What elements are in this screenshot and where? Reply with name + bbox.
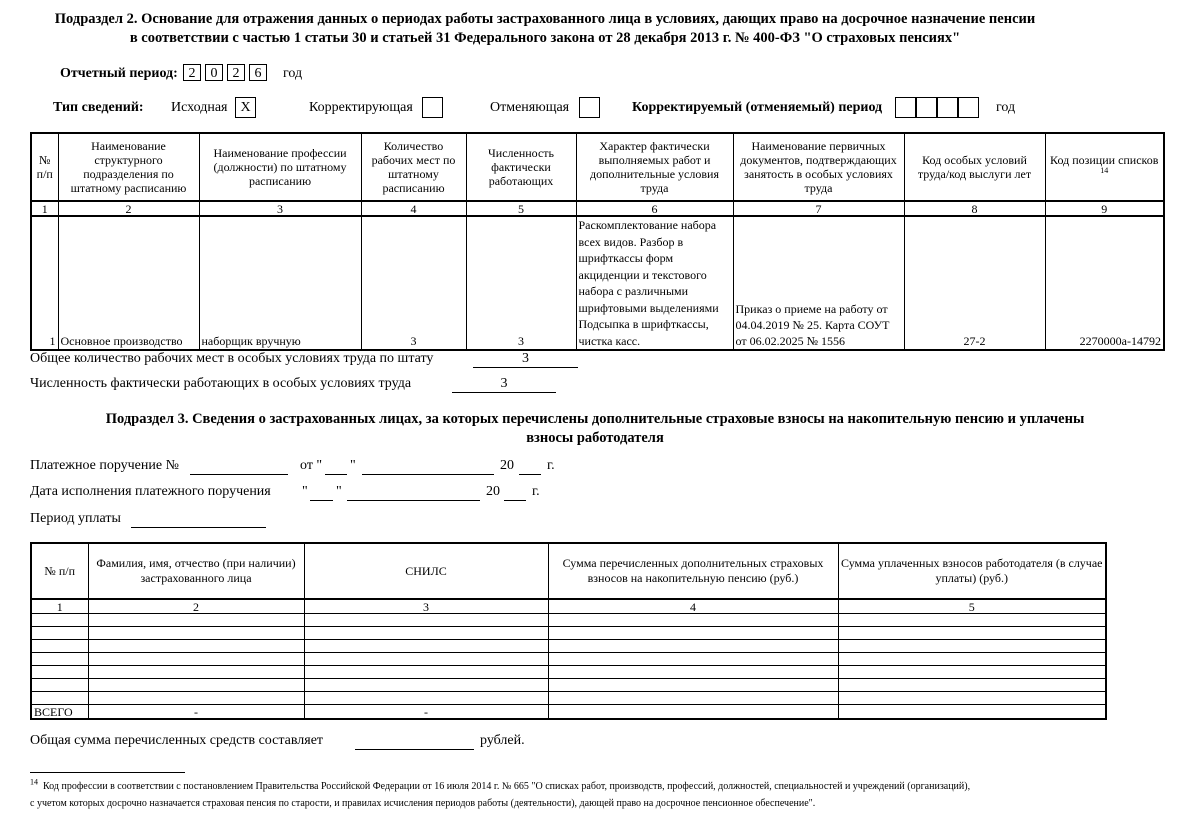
subsection2-title [20, 10, 1070, 48]
cell-num[interactable]: 1 [31, 216, 58, 350]
period-digit-3[interactable]: 2 [227, 64, 245, 81]
table-row[interactable] [31, 666, 1106, 679]
col-number: 2 [58, 201, 199, 216]
t2-col-number: 1 [31, 599, 88, 614]
col-header-workplaces: Количество рабочих мест по штатному расписанию [361, 133, 466, 201]
payment-year-prefix: 20 [500, 458, 514, 473]
total-employer-contrib[interactable] [838, 705, 1106, 720]
total-name-dash: - [88, 705, 304, 720]
subsection3-title-line1: Подраздел 3. Сведения о застрахованных лицах, за которых перечислены дополнительные страховые взносы на накопительную пенсию и уплачены [105, 411, 1085, 427]
col-number: 3 [199, 201, 361, 216]
cell-position-code[interactable]: 2270000а-14792 [1045, 216, 1164, 350]
type-cancel-checkbox[interactable] [579, 97, 600, 118]
payment-day-field[interactable] [325, 458, 347, 475]
footnote-divider [30, 772, 185, 773]
col-number: 8 [904, 201, 1045, 216]
total-sum-label: Общая сумма перечисленных средств составляет [30, 733, 324, 748]
period-boxes [183, 63, 271, 81]
period-year-word: год [283, 66, 303, 81]
t2-col-number: 4 [548, 599, 838, 614]
t2-col-header-additional-contrib: Сумма перечисленных дополнительных страховых взносов на накопительную пенсию (руб.) [548, 543, 838, 599]
exec-year-field[interactable] [504, 484, 526, 501]
cell-condition-code[interactable]: 27-2 [904, 216, 1045, 350]
total-additional-contrib[interactable] [548, 705, 838, 720]
type-original-checkbox[interactable]: X [235, 97, 256, 118]
cell-profession[interactable]: наборщик вручную [199, 216, 361, 350]
type-corrective-label: Корректирующая [309, 100, 413, 115]
actual-workers-value[interactable]: 3 [452, 376, 556, 393]
corrected-digit-2[interactable] [916, 97, 937, 118]
table-row[interactable] [31, 679, 1106, 692]
footnote-line2: с учетом которых досрочно назначается страховая пенсия по старости, и правилах исчисления периодов работы (деятельности), дающей право на досрочное пенсионное обеспечение". [30, 798, 816, 809]
col-number: 4 [361, 201, 466, 216]
table-row[interactable] [31, 627, 1106, 640]
exec-year-prefix: 20 [486, 484, 500, 499]
subsection2-title-line2: в соответствии с частью 1 статьи 30 и статьей 31 Федерального закона от 28 декабря 2013 г. № 400-ФЗ "О страховых пенсиях" [129, 30, 961, 46]
cell-workplaces[interactable]: 3 [361, 216, 466, 350]
special-conditions-table [30, 132, 1165, 351]
footnote-line1-text: Код профессии в соответствии с постановлением Правительства Российской Федерации от 16 июля 2014 г. № 665 "О списках работ, производств, профессий, должностей, специальностей и учреждений (организаций), [43, 781, 971, 792]
col-header-profession: Наименование профессии (должности) по штатному расписанию [199, 133, 361, 201]
col-header-condition-code: Код особых условий труда/код выслуги лет [904, 133, 1045, 201]
type-corrective-checkbox[interactable] [422, 97, 443, 118]
period-digit-2[interactable]: 0 [205, 64, 223, 81]
col-number: 5 [466, 201, 576, 216]
subsection3-title [60, 410, 1130, 448]
t2-col-number: 3 [304, 599, 548, 614]
table-row[interactable] [31, 614, 1106, 627]
exec-quote-close: " [336, 484, 342, 499]
footnote [30, 778, 1180, 812]
payment-order-label: Платежное поручение № [30, 458, 179, 473]
total-sum-unit: рублей. [480, 733, 525, 748]
col-number: 1 [31, 201, 58, 216]
payment-year-suffix: г. [547, 458, 555, 473]
col-header-work-nature: Характер фактически выполняемых работ и дополнительные условия труда [576, 133, 733, 201]
total-workplaces-value[interactable]: 3 [473, 351, 578, 368]
t2-col-number: 5 [838, 599, 1106, 614]
t2-col-number: 2 [88, 599, 304, 614]
period-label: Отчетный период: [60, 66, 178, 81]
col-number: 9 [1045, 201, 1164, 216]
payment-period-label: Период уплаты [30, 511, 121, 526]
corrected-year-word: год [996, 100, 1016, 115]
col-header-documents: Наименование первичных документов, подтверждающих занятость в особых условиях труда [733, 133, 904, 201]
cell-documents[interactable]: Приказ о приеме на работу от 04.04.2019 № 25. Карта СОУТ от 06.02.2025 № 1556 [733, 216, 904, 350]
exec-day-field[interactable] [310, 484, 333, 501]
cell-unit[interactable]: Основное производство [58, 216, 199, 350]
subsection3-title-line2: взносы работодателя [526, 430, 664, 446]
corrected-digit-4[interactable] [958, 97, 979, 118]
table-row[interactable] [31, 640, 1106, 653]
payment-order-number-field[interactable] [190, 458, 288, 475]
payment-month-field[interactable] [362, 458, 494, 475]
col-number: 6 [576, 201, 733, 216]
total-label: ВСЕГО [31, 705, 88, 720]
cell-actual[interactable]: 3 [466, 216, 576, 350]
period-digit-1[interactable]: 2 [183, 64, 201, 81]
exec-month-field[interactable] [347, 484, 480, 501]
cell-work-nature[interactable]: Раскомплектование набора всех видов. Разбор в шрифткассы форм акциденции и текстового набора с различными шрифтовыми выделениями Подсыпка в шрифткассы, чистка касс. [576, 216, 733, 350]
total-snils-dash: - [304, 705, 548, 720]
table-row[interactable] [31, 692, 1106, 705]
footnote-ref: 14 [1100, 166, 1109, 175]
corrected-period-boxes [895, 97, 979, 118]
table-row[interactable] [31, 653, 1106, 666]
t2-col-header-num: № п/п [31, 543, 88, 599]
table-row [31, 216, 1164, 350]
t2-col-header-employer-contrib: Сумма уплаченных взносов работодателя (в случае уплаты) (руб.) [838, 543, 1106, 599]
subsection2-title-line1: Подраздел 2. Основание для отражения данных о периодах работы застрахованного лица в условиях, дающих право на досрочное назначение пенсии [54, 11, 1036, 27]
col-header-actual: Численность фактически работающих [466, 133, 576, 201]
actual-workers-label: Численность фактически работающих в особых условиях труда [30, 376, 412, 391]
total-row [31, 705, 1106, 720]
execution-date-label: Дата исполнения платежного поручения [30, 484, 271, 499]
t2-col-header-name: Фамилия, имя, отчество (при наличии) застрахованного лица [88, 543, 304, 599]
exec-year-suffix: г. [532, 484, 540, 499]
corrected-digit-1[interactable] [895, 97, 916, 118]
col-header-num: № п/п [31, 133, 58, 201]
col-header-position-code [1045, 133, 1164, 201]
t2-col-header-snils: СНИЛС [304, 543, 548, 599]
insured-persons-table [30, 542, 1107, 720]
payment-quote-close: " [350, 458, 356, 473]
payment-year-field[interactable] [519, 458, 541, 475]
total-sum-field[interactable] [355, 733, 474, 750]
footnote-mark: 14 [30, 777, 38, 787]
exec-quote-open: " [302, 484, 308, 499]
period-digit-4[interactable]: 6 [249, 64, 267, 81]
footnote-line1 [30, 778, 1180, 795]
col-number: 7 [733, 201, 904, 216]
corrected-digit-3[interactable] [937, 97, 958, 118]
type-original-label: Исходная [171, 100, 228, 115]
payment-from-label: от " [300, 458, 323, 473]
total-workplaces-label: Общее количество рабочих мест в особых условиях труда по штату [30, 351, 434, 366]
payment-period-field[interactable] [131, 511, 266, 528]
info-type-label: Тип сведений: [53, 100, 144, 115]
col-header-position-code-text: Код позиции списков [1050, 153, 1159, 167]
type-cancel-label: Отменяющая [490, 100, 570, 115]
corrected-period-label: Корректируемый (отменяемый) период [632, 100, 883, 115]
col-header-unit: Наименование структурного подразделения по штатному расписанию [58, 133, 199, 201]
